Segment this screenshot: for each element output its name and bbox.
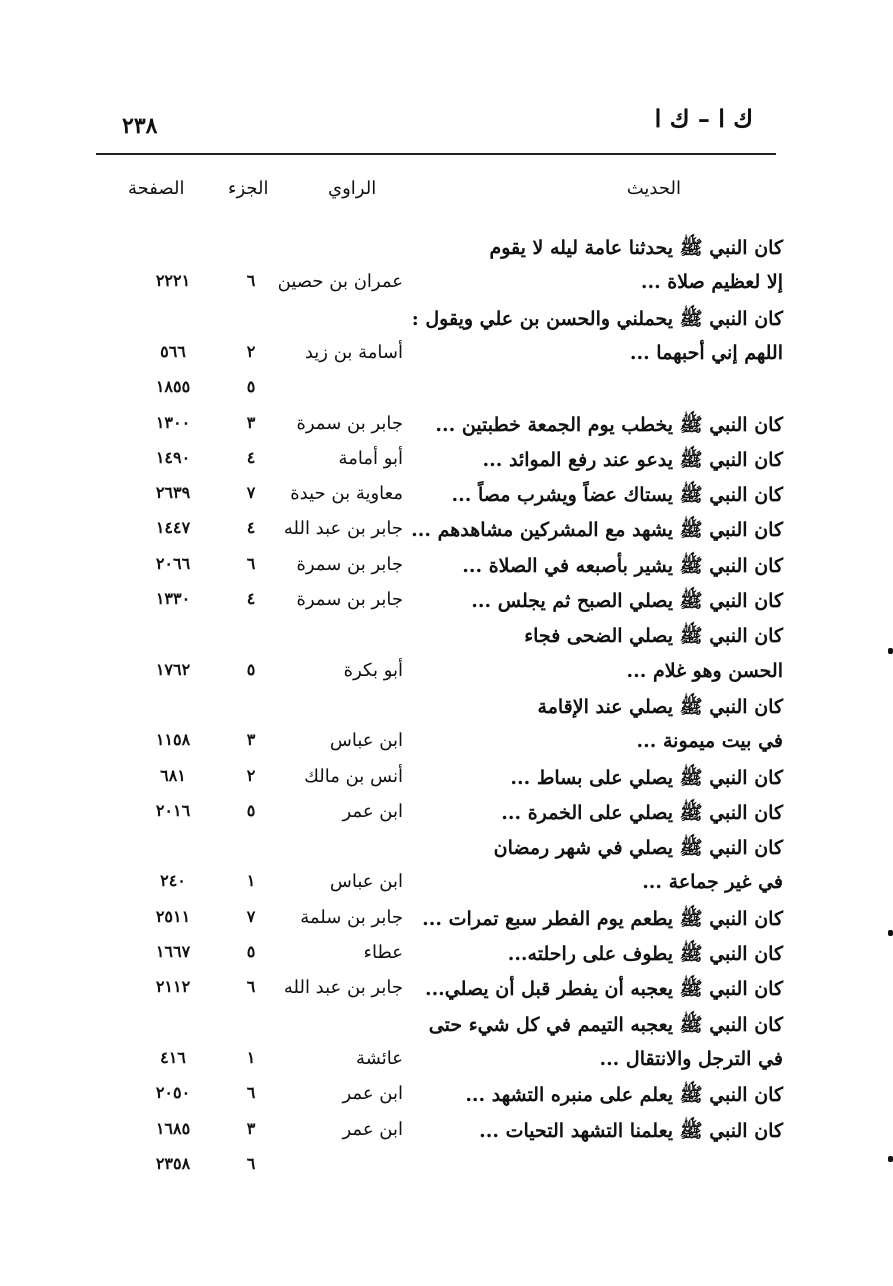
narrator: عمران بن حصين — [277, 271, 403, 292]
volume-number: ٥ — [246, 942, 256, 961]
narrator: ابن عباس — [329, 871, 403, 892]
narrator: معاوية بن حيدة — [290, 483, 403, 504]
hadith-text: كان النبي ﷺ يصلي في شهر رمضان — [493, 837, 783, 859]
volume-number: ٦ — [246, 554, 256, 573]
table-row — [0, 585, 893, 619]
table-row — [0, 656, 893, 690]
table-row — [0, 691, 893, 725]
table-row — [0, 267, 893, 301]
scan-mark — [888, 648, 893, 654]
hadith-text: الحسن وهو غلام ... — [626, 660, 783, 682]
volume-number: ١ — [246, 871, 256, 890]
header-rule — [96, 153, 776, 155]
page-reference: ١٧٦٢ — [155, 660, 191, 679]
volume-number: ٣ — [246, 730, 256, 749]
hadith-text: كان النبي ﷺ يصلي على الخمرة ... — [501, 802, 783, 824]
page-reference: ٢١١٢ — [155, 977, 191, 996]
table-row — [0, 479, 893, 513]
volume-number: ٦ — [246, 271, 256, 290]
table-row — [0, 620, 893, 654]
page-reference: ١٨٥٥ — [155, 377, 191, 396]
page-reference: ١٦٨٥ — [155, 1119, 191, 1138]
table-row — [0, 973, 893, 1007]
narrator: جابر بن سمرة — [296, 589, 403, 610]
table-row — [0, 373, 893, 407]
hadith-text: كان النبي ﷺ يعلم على منبره التشهد ... — [465, 1084, 783, 1106]
page-number: ٢٣٨ — [122, 113, 158, 139]
page-reference: ٢٠٥٠ — [155, 1083, 191, 1102]
page-reference: ٥٦٦ — [160, 342, 186, 361]
table-row — [0, 303, 893, 337]
narrator: جابر بن سمرة — [296, 413, 403, 434]
narrator: عائشة — [356, 1048, 403, 1069]
narrator: ابن عمر — [342, 801, 403, 822]
hadith-text: كان النبي ﷺ يستاك عضاً ويشرب مصاً ... — [451, 484, 783, 506]
column-header-page: الصفحة — [128, 178, 185, 199]
page-reference: ٦٨١ — [160, 766, 186, 785]
page-reference: ٢٦٣٩ — [155, 483, 191, 502]
volume-number: ٧ — [246, 483, 256, 502]
hadith-text: في الترجل والانتقال ... — [599, 1048, 783, 1070]
hadith-text: كان النبي ﷺ يشير بأصبعه في الصلاة ... — [462, 555, 783, 577]
table-row — [0, 338, 893, 372]
hadith-text: كان النبي ﷺ يحدثنا عامة ليله لا يقوم — [489, 237, 783, 259]
table-row — [0, 1115, 893, 1149]
volume-number: ٣ — [246, 413, 256, 432]
table-row — [0, 550, 893, 584]
volume-number: ٦ — [246, 1083, 256, 1102]
hadith-text: في بيت ميمونة ... — [636, 730, 783, 752]
narrator: أنس بن مالك — [304, 766, 403, 787]
page-reference: ١١٥٨ — [155, 730, 191, 749]
table-row — [0, 726, 893, 760]
page-reference: ٢٤٠ — [160, 871, 186, 890]
volume-number: ٢ — [246, 342, 256, 361]
page-reference: ٢٥١١ — [155, 907, 191, 926]
hadith-text: كان النبي ﷺ يصلي الصبح ثم يجلس ... — [471, 590, 783, 612]
column-header-rawi: الراوي — [328, 178, 377, 199]
volume-number: ٤ — [246, 518, 256, 537]
volume-number: ٥ — [246, 660, 256, 679]
page-reference: ١٤٤٧ — [155, 518, 191, 537]
page-reference: ١٤٩٠ — [155, 448, 191, 467]
table-row — [0, 1079, 893, 1113]
table-row — [0, 1044, 893, 1078]
page-reference: ١٣٣٠ — [155, 589, 191, 608]
table-row — [0, 903, 893, 937]
volume-number: ٥ — [246, 377, 256, 396]
volume-number: ٢ — [246, 766, 256, 785]
narrator: أبو بكرة — [343, 660, 403, 681]
hadith-text: كان النبي ﷺ يعجبه التيمم في كل شيء حتى — [428, 1014, 783, 1036]
volume-number: ٧ — [246, 907, 256, 926]
hadith-text: كان النبي ﷺ يعلمنا التشهد التحيات ... — [479, 1120, 783, 1142]
narrator: عطاء — [363, 942, 403, 963]
narrator: جابر بن سمرة — [296, 554, 403, 575]
narrator: ابن عباس — [329, 730, 403, 751]
table-row — [0, 762, 893, 796]
running-head: ك ا – ك ا — [654, 104, 753, 133]
narrator: أسامة بن زيد — [304, 342, 403, 363]
page-reference: ٢٣٥٨ — [155, 1154, 191, 1173]
table-row — [0, 514, 893, 548]
page-reference: ١٦٦٧ — [155, 942, 191, 961]
narrator: جابر بن عبد الله — [283, 977, 403, 998]
narrator: جابر بن سلمة — [300, 907, 403, 928]
hadith-text: كان النبي ﷺ يشهد مع المشركين مشاهدهم ... — [411, 519, 783, 541]
hadith-text: كان النبي ﷺ يخطب يوم الجمعة خطبتين ... — [435, 414, 783, 436]
volume-number: ٤ — [246, 448, 256, 467]
hadith-text: كان النبي ﷺ يصلي على بساط ... — [510, 767, 783, 789]
page-reference: ٤١٦ — [160, 1048, 186, 1067]
table-row — [0, 1150, 893, 1184]
hadith-text: كان النبي ﷺ يطوف على راحلته... — [507, 943, 783, 965]
hadith-text: كان النبي ﷺ يصلي الضحى فجاء — [524, 625, 783, 647]
table-row — [0, 867, 893, 901]
table-row — [0, 832, 893, 866]
table-row — [0, 444, 893, 478]
table-row — [0, 232, 893, 266]
hadith-text: إلا لعظيم صلاة ... — [640, 271, 783, 293]
volume-number: ٥ — [246, 801, 256, 820]
volume-number: ٣ — [246, 1119, 256, 1138]
hadith-text: كان النبي ﷺ يعجبه أن يفطر قبل أن يصلي... — [424, 978, 783, 1000]
scan-mark — [888, 930, 893, 936]
column-header-juz: الجزء — [228, 178, 269, 199]
page-reference: ١٣٠٠ — [155, 413, 191, 432]
volume-number: ١ — [246, 1048, 256, 1067]
volume-number: ٤ — [246, 589, 256, 608]
narrator: ابن عمر — [342, 1083, 403, 1104]
hadith-text: كان النبي ﷺ يصلي عند الإقامة — [537, 696, 783, 718]
volume-number: ٦ — [246, 1154, 256, 1173]
page-reference: ٢٠١٦ — [155, 801, 191, 820]
page-reference: ٢٢٢١ — [155, 271, 191, 290]
hadith-text: اللهم إني أحبهما ... — [629, 342, 783, 364]
table-row — [0, 409, 893, 443]
narrator: أبو أمامة — [338, 448, 403, 469]
hadith-text: كان النبي ﷺ يحملني والحسن بن علي ويقول : — [411, 308, 783, 330]
table-row — [0, 938, 893, 972]
hadith-text: كان النبي ﷺ يدعو عند رفع الموائد ... — [482, 449, 783, 471]
page-reference: ٢٠٦٦ — [155, 554, 191, 573]
hadith-text: في غير جماعة ... — [642, 871, 783, 893]
narrator: جابر بن عبد الله — [283, 518, 403, 539]
table-row — [0, 1009, 893, 1043]
scan-mark — [888, 1156, 893, 1162]
narrator: ابن عمر — [342, 1119, 403, 1140]
table-row — [0, 797, 893, 831]
hadith-text: كان النبي ﷺ يطعم يوم الفطر سبع تمرات ... — [422, 908, 783, 930]
volume-number: ٦ — [246, 977, 256, 996]
column-header-hadith: الحديث — [626, 178, 681, 199]
